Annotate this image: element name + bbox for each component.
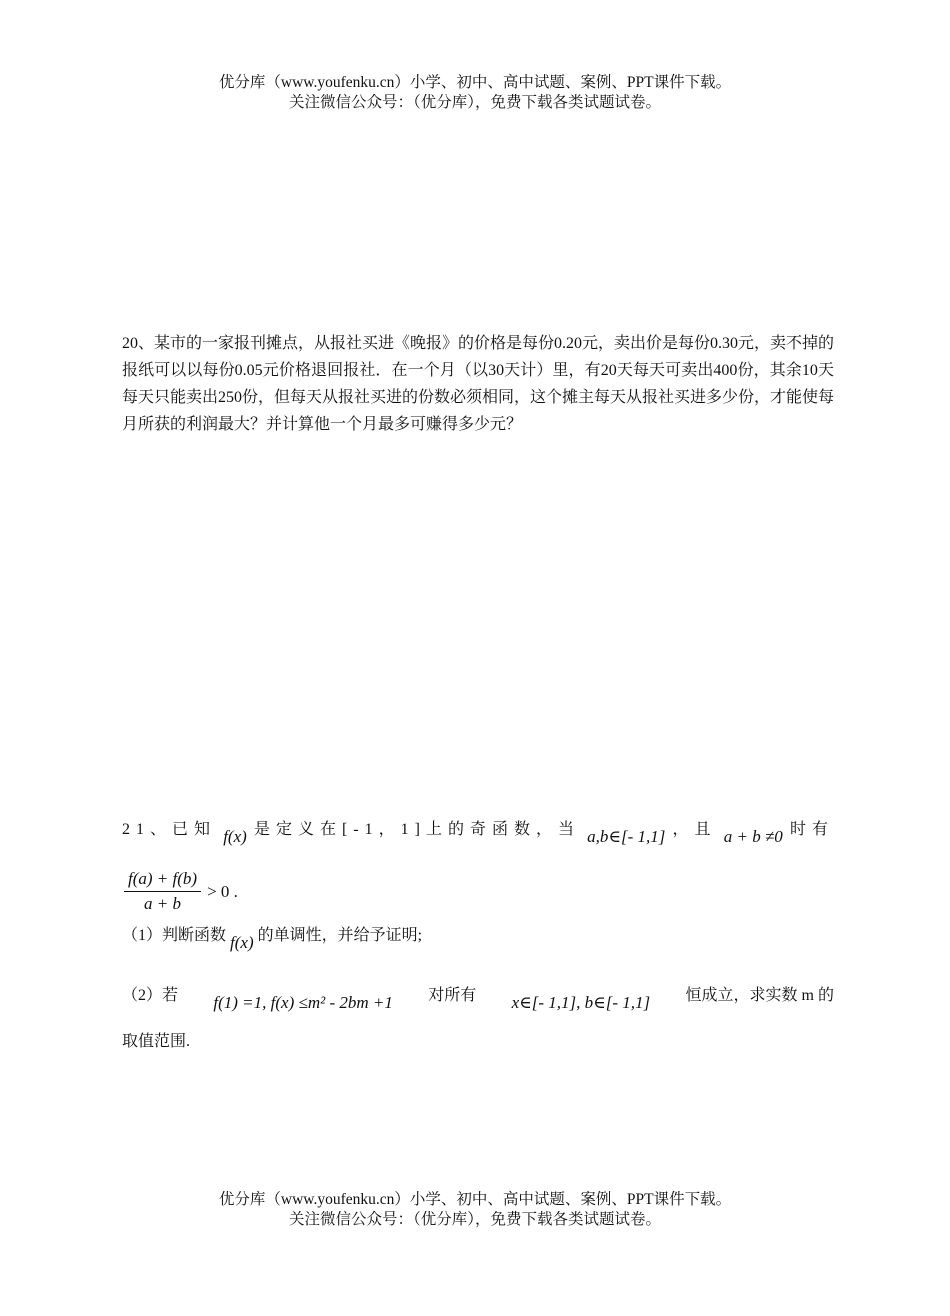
q21-part1-tail: 的单调性，并给予证明; [257,927,423,944]
q21-part1-fx: f(x) [230,933,254,952]
question-20: 20、某市的一家报刊摊点，从报社买进《晚报》的价格是每份0.20元，卖出价是每份0.30元，卖不掉的报纸可以以每份0.05元价格退回报社．在一个月（以30天计）里，有20天每天可卖出400份，其余10天每天只能卖出250份，但每天从报社买进的份数必须相同，这个摊主每天从报社买进多少份，才能使每月所获的利润最大？并计算他一个月最多可赚得多少元？ [122,335,835,433]
header-line-1: 优分库（www.youfenku.cn）小学、初中、高中试题、案例、PPT课件下载。 [218,74,732,91]
question-21-part-1 [122,922,834,952]
footer-line-1: 优分库（www.youfenku.cn）小学、初中、高中试题、案例、PPT课件下载。 [218,1191,732,1208]
question-21-part-2 [122,982,834,1012]
question-21-part-2-continued: 取值范围. [122,1033,191,1050]
footer-line-2: 关注微信公众号：（优分库），免费下载各类试题试卷。 [288,1211,661,1228]
q21-function-fx: f(x) [223,827,247,846]
q21-condition-sum-nonzero: a + b ≠0 [723,827,783,846]
q21-part1-lead: （1）判断函数 [122,927,227,944]
page-footer [0,1190,950,1230]
q21-inequality [124,869,238,914]
q21-fraction-tail: > 0 . [207,881,238,901]
q21-when-text: 时有 [789,821,834,838]
q21-condition-ab-range: a,b∈[- 1,1] [587,827,666,846]
question-21-line-1 [122,816,834,846]
q21-part2-condition: f(1) =1, f(x) ≤m² - 2bm +1 [213,993,393,1012]
q21-domain-text: 是定义在[-1，1]上的奇函数，当 [253,821,580,838]
header-line-2: 关注微信公众号：（优分库），免费下载各类试题试卷。 [288,94,661,111]
q21-intro: 21、已知 [122,821,217,838]
q21-fraction-denominator: a + b [144,894,182,913]
q21-fraction-numerator: f(a) + f(b) [124,869,201,892]
q21-fraction [124,869,201,914]
q21-part2-lead: （2）若 [122,987,179,1004]
q21-part2-range: x∈[- 1,1], b∈[- 1,1] [511,993,651,1012]
q21-and-text: ，且 [672,821,717,838]
q21-part2-forall: 对所有 [428,987,477,1004]
q21-part2-tail: 恒成立，求实数 m 的 [685,987,834,1004]
page-header [0,73,950,113]
